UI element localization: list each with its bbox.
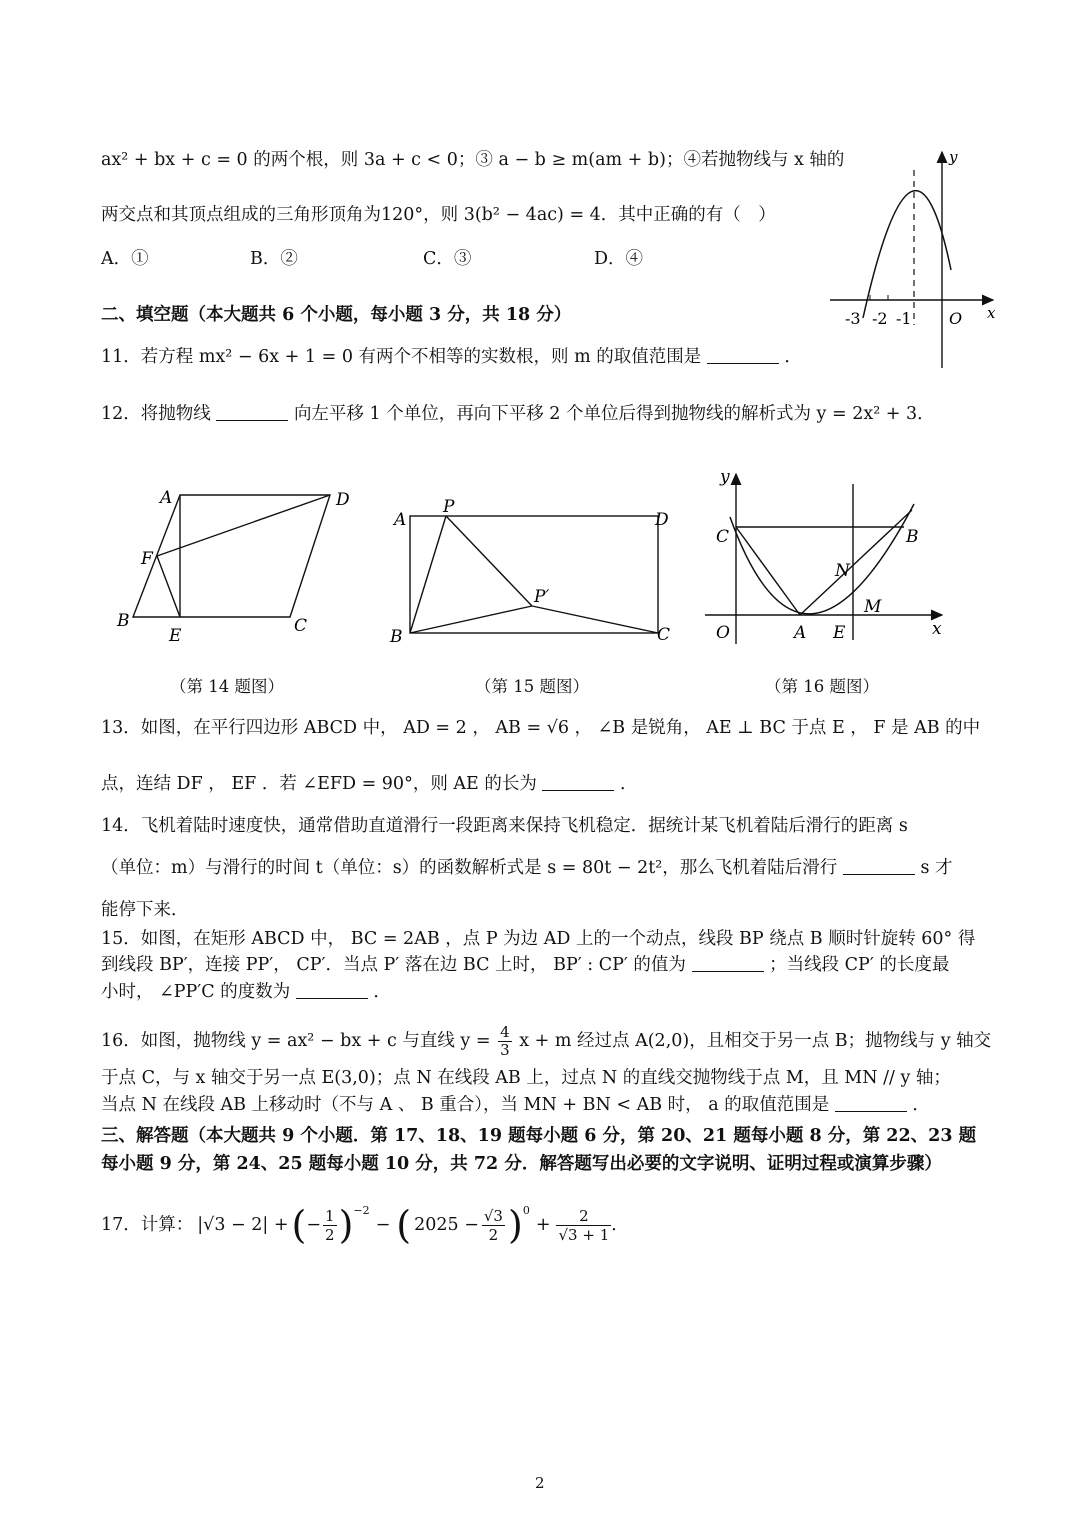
q17-year: 2025 − <box>414 1215 479 1235</box>
section3-line1: 三、解答题（本大题共 9 个小题．第 17、18、19 题每小题 6 分，第 20、21 题每小题 8 分，第 22、23 题 <box>101 1126 977 1146</box>
q17-plus: + <box>535 1215 551 1235</box>
q10-tick-neg3: -3 <box>845 309 861 328</box>
q10-line2: 两交点和其顶点组成的三角形顶角为120°，则 3(b² − 4ac) = 4．其中正确的有（ ） <box>101 205 776 225</box>
q11-answer-blank[interactable] <box>707 347 779 364</box>
q16-end: ． <box>912 1095 930 1115</box>
q12-text-pre: 12．将抛物线 <box>101 404 211 424</box>
fig16-caption: （第 16 题图） <box>765 677 879 696</box>
section2-title: 二、填空题（本大题共 6 个小题，每小题 3 分，共 18 分） <box>101 305 572 325</box>
fig15-label-a: A <box>394 510 407 530</box>
q17-half-den: 2 <box>325 1225 335 1244</box>
q10-option-c: C．③ <box>423 249 472 269</box>
q16-line1-post: x + m 经过点 A(2,0)，且相交于另一点 B；抛物线与 y 轴交 <box>519 1031 992 1051</box>
q14-line2-text: （单位：m）与滑行的时间 t（单位：s）的函数解析式是 s = 80t − 2t²，那么飞机着陆后滑行 <box>101 858 838 878</box>
q15-line1: 15．如图，在矩形 ABCD 中， BC = 2AB ，点 P 为边 AD 上的一个动点，线段 BP 绕点 B 顺时针旋转 60° 得 <box>101 929 976 949</box>
q15-end: ． <box>373 982 391 1002</box>
q13-end: ． <box>620 774 638 794</box>
q15-line3-text: 小时， ∠PP′C 的度数为 <box>101 982 291 1002</box>
q15-line2-post: ；当线段 CP′ 的长度最 <box>769 955 950 975</box>
fig16-label-a: A <box>794 623 807 643</box>
fig14-label-d: D <box>336 490 350 510</box>
q17-paren-open-1: ( <box>291 1203 307 1247</box>
q10-x-label: x <box>987 304 996 322</box>
q14-line1: 14．飞机着陆时速度快，通常借助直道滑行一段距离来保持飞机稳定．据统计某飞机着陆后滑行的距离 s <box>101 816 908 836</box>
q13-answer-blank[interactable] <box>542 774 614 791</box>
fig16-coordinate-graph <box>700 462 960 647</box>
fig15-label-c: C <box>657 625 671 645</box>
q17-half <box>323 1207 337 1244</box>
q10-origin-label: O <box>949 309 963 328</box>
q17-paren-close-2: ) <box>507 1203 523 1247</box>
q12-answer-blank[interactable] <box>216 404 288 421</box>
q16-fraction-den: 3 <box>500 1041 510 1059</box>
q14-line3: 能停下来． <box>101 900 189 920</box>
q17-sqrt3-frac <box>482 1207 505 1244</box>
q17-paren-close-1: ) <box>338 1203 354 1247</box>
q10-y-label: y <box>949 148 958 166</box>
q16-line1-pre: 16．如图，抛物线 y = ax² − bx + c 与直线 y = <box>101 1031 491 1051</box>
q13-line2 <box>101 773 638 795</box>
fig16-label-o: O <box>716 623 730 643</box>
fig16-label-c: C <box>716 527 730 547</box>
q17-exp-neg2: −2 <box>353 1204 370 1217</box>
q17-last-den: √3 + 1 <box>558 1225 610 1244</box>
fig14-label-e: E <box>169 626 182 646</box>
q17-minus: − <box>375 1215 391 1235</box>
q10-tick-neg2: -2 <box>872 309 888 328</box>
q10-tick-neg1: -1 <box>896 309 912 328</box>
fig16-label-n: N <box>835 561 850 581</box>
q16-line1 <box>101 1024 991 1059</box>
fig14-label-f: F <box>141 549 153 569</box>
q17-exp-0: 0 <box>522 1204 530 1217</box>
fig15-label-p-prime: P′ <box>534 587 550 607</box>
q17-sqrt3-den: 2 <box>488 1225 499 1244</box>
q11-text: 11．若方程 mx² − 6x + 1 = 0 有两个不相等的实数根，则 m 的取值范围是 <box>101 347 702 367</box>
q16-line3 <box>101 1094 930 1116</box>
fig15-label-b: B <box>390 627 403 647</box>
q17-last-num: 2 <box>556 1207 611 1226</box>
q15-line3 <box>101 981 391 1003</box>
fig16-label-m: M <box>864 597 882 617</box>
q17-abs: |√3 − 2| + <box>197 1215 289 1235</box>
page-number: 2 <box>535 1474 545 1492</box>
q13-line2-text: 点，连结 DF ， EF ．若 ∠EFD = 90°，则 AE 的长为 <box>101 774 537 794</box>
q17-paren-open-2: ( <box>396 1203 412 1247</box>
q16-line2: 于点 C，与 x 轴交于另一点 E(3,0)；点 N 在线段 AB 上，过点 N 的直线交抛物线于点 M，且 MN // y 轴； <box>101 1068 951 1088</box>
q12-text-post: 向左平移 1 个单位，再向下平移 2 个单位后得到抛物线的解析式为 y = 2x² + 3． <box>293 404 935 424</box>
fig14-label-b: B <box>117 611 130 631</box>
q16-fraction <box>498 1024 512 1059</box>
q17-end: ． <box>611 1215 629 1235</box>
q17-half-num: 1 <box>325 1206 335 1225</box>
q15-answer-blank-1[interactable] <box>692 955 764 972</box>
fig16-label-e: E <box>833 623 846 643</box>
fig14-label-c: C <box>294 616 308 636</box>
fig15-label-d: D <box>655 510 669 530</box>
fig16-label-y: y <box>720 467 730 487</box>
q15-line2 <box>101 954 949 976</box>
q17-sqrt3-num: √3 <box>483 1206 503 1225</box>
q10-option-d: D．④ <box>594 249 644 269</box>
section3-line2: 每小题 9 分，第 24、25 题每小题 10 分，共 72 分．解答题写出必要的文字说明、证明过程或演算步骤） <box>101 1154 942 1174</box>
q15-line2-text: 到线段 BP′，连接 PP′， CP′．当点 P′ 落在边 BC 上时， BP′ : CP′ 的值为 <box>101 955 686 975</box>
q17-last-frac <box>556 1207 611 1244</box>
fig14-parallelogram <box>105 480 370 655</box>
q10-option-b: B．② <box>250 249 298 269</box>
q13-line1: 13．如图，在平行四边形 ABCD 中， AD = 2 ， AB = √6 ， ∠B 是锐角， AE ⊥ BC 于点 E ， F 是 AB 的中 <box>101 718 981 738</box>
fig15-caption: （第 15 题图） <box>475 677 589 696</box>
q17-expression <box>101 1196 629 1254</box>
q16-fraction-num: 4 <box>500 1023 510 1041</box>
q11-end: ． <box>784 347 802 367</box>
q16-answer-blank[interactable] <box>835 1095 907 1112</box>
fig14-label-a: A <box>160 488 173 508</box>
q10-parabola-curve <box>863 191 951 318</box>
q10-parabola-graph <box>825 140 1015 372</box>
q15-answer-blank-2[interactable] <box>296 982 368 999</box>
fig14-caption: （第 14 题图） <box>170 677 284 696</box>
fig15-label-p: P <box>443 497 455 517</box>
fig15-rectangle <box>385 492 685 652</box>
q17-label: 17．计算： <box>101 1215 194 1235</box>
q14-answer-blank[interactable] <box>843 858 915 875</box>
q10-line1: ax² + bx + c = 0 的两个根，则 3a + c < 0；③ a − b ≥ m(am + b)；④若抛物线与 x 轴的 <box>101 150 845 170</box>
q12 <box>101 403 935 425</box>
q16-line3-text: 当点 N 在线段 AB 上移动时（不与 A 、 B 重合），当 MN + BN < AB 时， a 的取值范围是 <box>101 1095 830 1115</box>
q17-neg: − <box>306 1215 322 1235</box>
q10-option-a: A．① <box>101 249 149 269</box>
q14-line2-post: s 才 <box>920 858 953 878</box>
fig16-label-b: B <box>906 527 919 547</box>
q11 <box>101 346 802 368</box>
q14-line2 <box>101 857 952 879</box>
fig16-label-x: x <box>932 619 942 639</box>
